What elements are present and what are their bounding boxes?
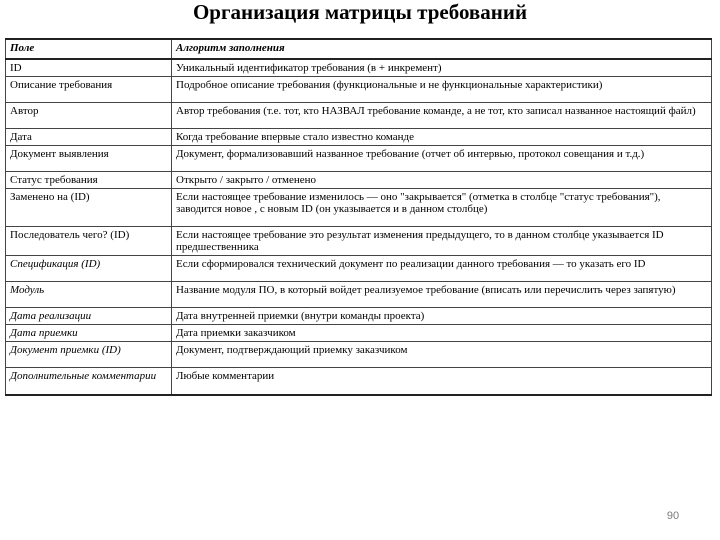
table-row: [6, 282, 712, 308]
table-body: [6, 59, 712, 395]
table-row: [6, 59, 712, 77]
fill-algorithm-cell: Если настоящее требование это результат изменения предыдущего, то в данном столбце указывается ID предшественника: [172, 227, 712, 256]
fill-algorithm-cell: Документ, подтверждающий приемку заказчиком: [172, 342, 712, 368]
field-name-cell: Документ приемки (ID): [6, 342, 172, 368]
table-row: [6, 368, 712, 395]
field-name-cell: Дата приемки: [6, 325, 172, 342]
header-field: Поле: [6, 39, 172, 59]
field-name-cell: Статус требования: [6, 172, 172, 189]
field-name-cell: Автор: [6, 103, 172, 129]
field-name-cell: Дата реализации: [6, 308, 172, 325]
fill-algorithm-cell: Любые комментарии: [172, 368, 712, 395]
table-row: [6, 129, 712, 146]
field-name-cell: Дополнительные комментарии: [6, 368, 172, 395]
fill-algorithm-cell: Название модуля ПО, в который войдет реализуемое требование (вписать или перечислить через запятую): [172, 282, 712, 308]
field-name-cell: Документ выявления: [6, 146, 172, 172]
fill-algorithm-cell: Уникальный идентификатор требования (в + инкремент): [172, 59, 712, 77]
table-row: [6, 103, 712, 129]
table-row: [6, 189, 712, 227]
header-algorithm: Алгоритм заполнения: [172, 39, 712, 59]
fill-algorithm-cell: Если сформировался технический документ по реализации данного требования — то указать его ID: [172, 256, 712, 282]
field-name-cell: Спецификация (ID): [6, 256, 172, 282]
fill-algorithm-cell: Дата приемки заказчиком: [172, 325, 712, 342]
page-number: 90: [666, 510, 680, 522]
table-row: [6, 325, 712, 342]
field-name-cell: Дата: [6, 129, 172, 146]
slide-title: Организация матрицы требований: [192, 0, 528, 24]
fill-algorithm-cell: Если настоящее требование изменилось — оно "закрывается" (отметка в столбце "статус требования"), заводится новое , с новым ID (он указывается и в данном столбце): [172, 189, 712, 227]
table-row: [6, 227, 712, 256]
field-name-cell: Последователь чего? (ID): [6, 227, 172, 256]
table-row: [6, 172, 712, 189]
table-row: [6, 308, 712, 325]
field-name-cell: Описание требования: [6, 77, 172, 103]
field-name-cell: Заменено на (ID): [6, 189, 172, 227]
field-name-cell: Модуль: [6, 282, 172, 308]
fill-algorithm-cell: Дата внутренней приемки (внутри команды проекта): [172, 308, 712, 325]
table-row: [6, 256, 712, 282]
table-row: [6, 146, 712, 172]
table-header-row: [6, 39, 712, 59]
fill-algorithm-cell: Когда требование впервые стало известно команде: [172, 129, 712, 146]
table-row: [6, 342, 712, 368]
field-name-cell: ID: [6, 59, 172, 77]
fill-algorithm-cell: Автор требования (т.е. тот, кто НАЗВАЛ требование команде, а не тот, кто записал названное настоящий файл): [172, 103, 712, 129]
fill-algorithm-cell: Подробное описание требования (функциональные и не функциональные характеристики): [172, 77, 712, 103]
table-row: [6, 77, 712, 103]
requirements-matrix-table: [5, 38, 712, 396]
fill-algorithm-cell: Документ, формализовавший названное требование (отчет об интервью, протокол совещания и т.д.): [172, 146, 712, 172]
fill-algorithm-cell: Открыто / закрыто / отменено: [172, 172, 712, 189]
